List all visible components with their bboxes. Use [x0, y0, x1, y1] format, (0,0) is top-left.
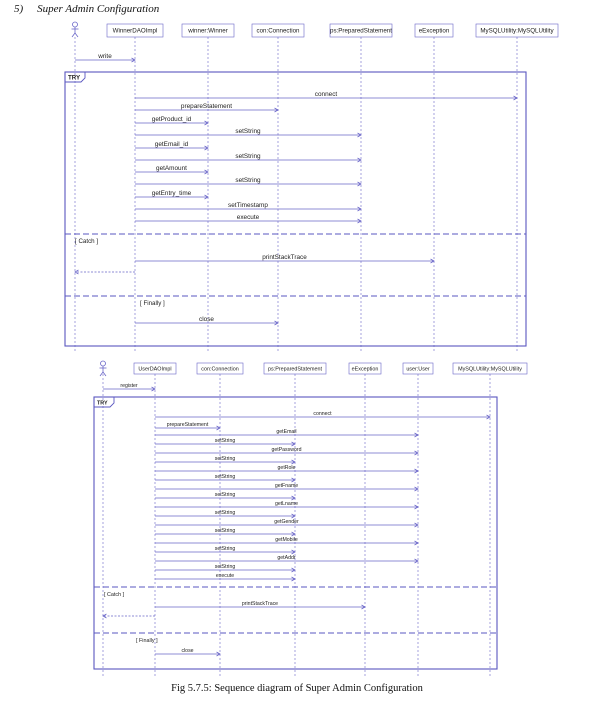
message-setString: [155, 564, 295, 572]
message-label: getEntry_time: [151, 189, 192, 197]
message-setString: [155, 528, 295, 536]
fragment-operator: TRY: [97, 400, 108, 407]
message-label: getMobile: [275, 536, 298, 543]
message-label: setString: [235, 176, 261, 184]
message-label: getEmail_id: [154, 140, 189, 148]
message-label: setString: [235, 127, 261, 135]
actor-icon: [72, 22, 79, 37]
message-label: register: [120, 382, 138, 389]
actor-icon: [100, 361, 107, 376]
message-getEmail_id: [135, 141, 208, 150]
message-register: [103, 383, 155, 391]
message-getAddr: [155, 555, 418, 563]
section-title: Super Admin Configuration: [37, 3, 160, 15]
participant-name: eException: [418, 27, 450, 35]
message-getMobile: [155, 537, 418, 545]
participant-name: UserDAOImpl: [138, 366, 172, 373]
message-label: close: [199, 315, 214, 323]
fragment-guard: [ Catch ]: [104, 592, 125, 598]
message-setString: [155, 456, 295, 464]
message-label: getLname: [274, 500, 299, 507]
message-write: [75, 53, 135, 62]
message-getPassword: [155, 447, 418, 455]
message-connect: [155, 411, 490, 419]
message-close: [155, 648, 220, 656]
message-getGender: [155, 519, 418, 527]
message-label: setString: [214, 563, 236, 570]
message-return: [103, 614, 155, 618]
message-execute: [155, 573, 295, 581]
message-label: getAmount: [156, 164, 187, 172]
message-label: setString: [214, 491, 236, 498]
message-label: connect: [314, 90, 338, 98]
participant-con: [197, 363, 243, 374]
message-prepareStatement: [155, 422, 220, 430]
message-label: getPassword: [271, 446, 302, 453]
participant-eexception: [349, 363, 381, 374]
message-label: execute: [215, 572, 235, 579]
message-label: setString: [214, 455, 236, 462]
message-setString: [155, 510, 295, 518]
participant-winnerdaoimpl: [107, 24, 163, 37]
message-setString: [135, 177, 361, 186]
participant-name: user:User: [406, 366, 430, 373]
participant-mysqlutility: [476, 24, 558, 37]
participant-name: ps:PreparedStatement: [268, 366, 322, 373]
fragment-guard: [ Finally ]: [136, 638, 158, 644]
message-label: setString: [214, 437, 236, 444]
message-printStackTrace: [135, 254, 434, 263]
message-label: write: [98, 52, 112, 60]
message-label: close: [181, 647, 194, 654]
message-label: getGender: [274, 518, 299, 525]
message-setString: [155, 438, 295, 446]
fragment-operator: TRY: [68, 74, 81, 82]
message-getAmount: [135, 165, 208, 174]
message-label: execute: [236, 213, 260, 221]
participant-name: MySQLUtility:MySQLUtility: [480, 27, 554, 35]
message-setString: [155, 546, 295, 554]
message-close: [135, 316, 278, 325]
message-label: setString: [214, 509, 236, 516]
participant-con: [252, 24, 304, 37]
message-getProduct_id: [135, 116, 208, 125]
participant-name: con:Connection: [256, 27, 300, 35]
message-label: setString: [214, 527, 236, 534]
message-getEmail: [155, 429, 418, 437]
message-setString: [135, 153, 361, 162]
message-getRole: [155, 465, 418, 473]
message-setString: [155, 492, 295, 500]
participant-ps: [330, 24, 392, 37]
participant-name: ps:PreparedStatement: [330, 27, 392, 35]
message-prepareStatement: [135, 103, 278, 112]
participant-name: con:Connection: [201, 366, 239, 373]
fragment-guard: [ Finally ]: [140, 300, 165, 307]
message-connect: [135, 91, 517, 100]
message-label: getRole: [277, 464, 296, 471]
message-label: setTimestamp: [228, 201, 268, 209]
message-setString: [155, 474, 295, 482]
participant-ps: [264, 363, 326, 374]
message-label: connect: [313, 410, 332, 417]
message-execute: [135, 214, 361, 223]
figure-caption: Fig 5.7.5: Sequence diagram of Super Admin Configuration: [171, 683, 423, 694]
participant-name: WinnerDAOImpl: [112, 27, 158, 35]
message-label: setString: [235, 152, 261, 160]
try-fragment: [94, 397, 497, 669]
message-setTimestamp: [135, 202, 361, 211]
message-printStackTrace: [155, 601, 365, 609]
participant-name: winner:Winner: [188, 27, 228, 35]
message-label: printStackTrace: [262, 253, 307, 261]
message-getFname: [155, 483, 418, 491]
fragment-guard: [ Catch ]: [75, 238, 99, 245]
message-label: setString: [214, 545, 236, 552]
message-getEntry_time: [135, 190, 208, 199]
message-getLname: [155, 501, 418, 509]
message-label: getProduct_id: [151, 115, 192, 123]
message-label: getEmail: [276, 428, 297, 435]
message-label: prepareStatement: [180, 102, 233, 110]
message-label: setString: [214, 473, 236, 480]
message-label: prepareStatement: [166, 421, 209, 428]
participant-user: [403, 363, 433, 374]
participant-name: eException: [351, 366, 379, 373]
message-return: [75, 270, 135, 274]
message-setString: [135, 128, 361, 137]
participant-eexception: [415, 24, 453, 37]
participant-name: MySQLUtility:MySQLUtility: [458, 366, 522, 373]
participant-userdaoimpl: [134, 363, 176, 374]
participant-mysqlutility: [453, 363, 527, 374]
message-label: getAddr: [277, 554, 296, 561]
section-number: 5): [14, 3, 24, 15]
message-label: getFname: [274, 482, 299, 489]
message-label: printStackTrace: [241, 600, 279, 607]
participant-winner: [182, 24, 234, 37]
